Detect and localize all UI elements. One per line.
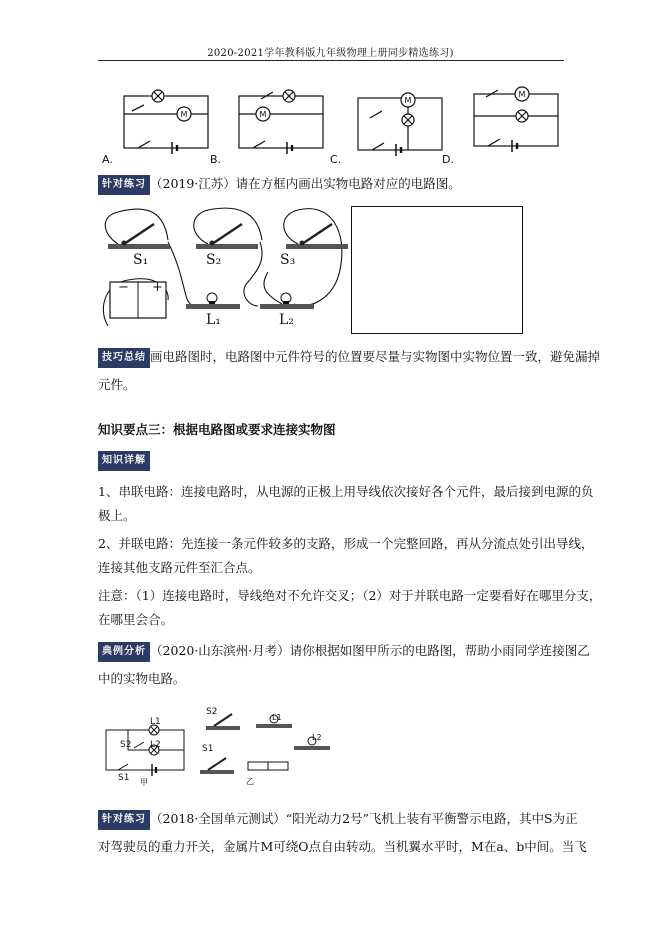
practice-1	[98, 175, 461, 195]
label-s3: S₃	[280, 252, 296, 268]
svg-text:M: M	[404, 96, 412, 105]
physical-circuit-figure	[98, 200, 348, 338]
fig2-label-l2: L2	[150, 740, 161, 750]
label-l1: L₁	[206, 312, 221, 328]
example-figure	[98, 700, 338, 792]
switch-s1	[108, 224, 170, 249]
option-d-label: D.	[442, 153, 454, 166]
practice-2	[98, 810, 578, 830]
header-rule	[98, 60, 564, 61]
practice-2-line-2: 对驾驶员的重力开关，金属片M可绕O点自由转动。当机翼水平时，M在a、b中间。当飞	[98, 839, 587, 854]
parallel-line-2: 连接其他支路元件至汇合点。	[98, 560, 261, 575]
example-figure-svg	[98, 700, 338, 792]
circuit-b	[239, 90, 323, 154]
bulb-l1	[186, 293, 240, 309]
parallel-line-1: 2、并联电路：先连接一条元件较多的支路，形成一个完整回路，再从分流点处引出导线，	[98, 536, 594, 551]
label-l2: L₂	[279, 312, 294, 328]
summary	[98, 348, 600, 368]
label-plus: +	[152, 280, 163, 295]
label-minus: −	[118, 280, 129, 295]
fig2-label-yi: 乙	[246, 777, 254, 786]
summary-line-1: 画电路图时，电路图中元件符号的位置要尽量与实物图中实物位置一致，避免漏掉	[150, 349, 601, 364]
physical-s1	[200, 758, 234, 774]
circuit-a	[124, 90, 208, 154]
example	[98, 642, 590, 662]
practice-2-badge: 针对练习	[98, 810, 150, 830]
switch-s2	[196, 224, 258, 249]
example-line-2: 中的实物电路。	[98, 671, 186, 686]
fig2-label-s1: S1	[118, 773, 130, 783]
svg-text:M: M	[259, 110, 267, 119]
fig2-label-s1-physical: S1	[202, 744, 214, 754]
series-line-1: 1、串联电路：连接电路时，从电源的正极上用导线依次接好各个元件，最后接到电源的负	[98, 484, 594, 499]
svg-text:M: M	[180, 110, 188, 119]
example-badge: 典例分析	[98, 642, 150, 662]
physical-battery	[248, 762, 288, 770]
fig2-label-s2: S2	[120, 740, 132, 750]
label-s2: S₂	[206, 252, 222, 268]
option-b-label: B.	[210, 153, 222, 166]
option-c-label: C.	[330, 153, 342, 166]
circuit-d	[474, 87, 558, 152]
circuit-c	[358, 93, 442, 156]
fig2-label-l1-physical: L1	[272, 713, 282, 722]
summary-badge: 技巧总结	[98, 348, 150, 368]
bulb-l2	[260, 293, 314, 309]
option-a-label: A.	[102, 153, 113, 166]
series-line-2: 极上。	[98, 508, 136, 523]
fig2-label-l1: L1	[150, 717, 161, 727]
physical-circuit-svg	[98, 200, 348, 338]
svg-text:M: M	[518, 90, 526, 99]
fig2-label-jia: 甲	[140, 778, 148, 787]
fig2-label-s2-physical: S2	[206, 707, 218, 717]
section-3-heading: 知识要点三：根据电路图或要求连接实物图	[98, 422, 336, 437]
practice-2-line-1: （2018·全国单元测试）“阳光动力2号”飞机上装有平衡警示电路，其中S为正	[150, 811, 578, 826]
knowledge-detail-badge-line	[98, 451, 150, 471]
summary-line-2: 元件。	[98, 377, 136, 392]
note-line-1: 注意：（1）连接电路时，导线绝对不允许交叉；（2）对于并联电路一定要看好在哪里分支，	[98, 588, 602, 603]
practice-1-badge: 针对练习	[98, 175, 150, 195]
example-line-1: （2020·山东滨州·月考）请你根据如图甲所示的电路图，帮助小雨同学连接图乙	[150, 643, 590, 658]
label-s1: S₁	[133, 252, 149, 268]
fig2-label-l2-physical: L2	[312, 733, 322, 742]
knowledge-detail-badge: 知识详解	[98, 451, 150, 471]
page-header: 2020-2021学年教科版九年级物理上册同步精选练习)	[207, 48, 454, 59]
answer-box	[351, 206, 523, 334]
switch-s3	[286, 224, 348, 249]
practice-1-text: （2019·江苏）请在方框内画出实物电路对应的电路图。	[150, 176, 461, 191]
note-line-2: 在哪里会合。	[98, 612, 174, 627]
